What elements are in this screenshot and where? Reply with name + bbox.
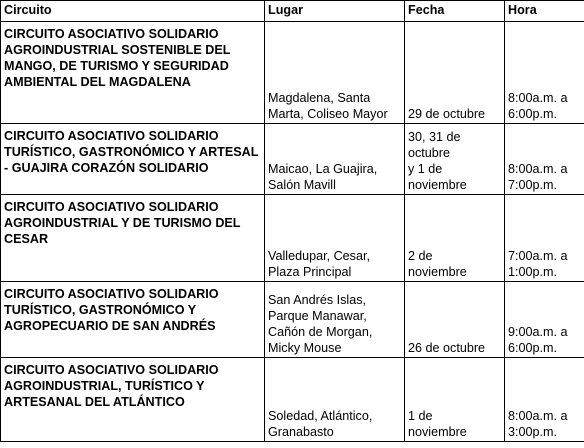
circuit-name: CIRCUITO ASOCIATIVO SOLIDARIO TURÍSTICO, GASTRONÓMICO Y ARTESAL - GUAJIRA CORAZÓN SOLIDARIO [4,129,259,175]
circuit-name-cell [1,195,265,282]
date: 30, 31 de octubre y 1 de noviembre [408,130,467,192]
location-cell [265,358,405,442]
table-row [1,358,584,442]
circuit-name: CIRCUITO ASOCIATIVO SOLIDARIO AGROINDUSTRIAL SOSTENIBLE DEL MANGO, DE TURISMO Y SEGURIDAD AMBIENTAL DEL MAGDALENA [4,27,231,89]
date: 2 de noviembre [408,249,467,279]
location-cell [265,22,405,124]
time: 9:00a.m. a 6:00p.m. [508,325,568,355]
date: 1 de noviembre [408,409,467,439]
date-cell [405,195,505,282]
circuit-name-cell [1,358,265,442]
location: Magdalena, Santa Marta, Coliseo Mayor [268,91,388,121]
time: 8:00a.m. a 6:00p.m. [508,91,568,121]
time-cell [505,22,584,124]
time: 8:00a.m. a 3:00p.m. [508,409,568,439]
circuit-name-cell [1,22,265,124]
time-cell [505,124,584,195]
header-circuito: Circuito [1,1,265,22]
circuit-name: CIRCUITO ASOCIATIVO SOLIDARIO AGROINDUSTRIAL, TURÍSTICO Y ARTESANAL DEL ATLÁNTICO [4,363,219,409]
table-row [1,124,584,195]
location: Maicao, La Guajira, Salón Mavill [268,162,378,192]
location: San Andrés Islas, Parque Manawar, Cañón de Morgan, Micky Mouse [268,293,373,355]
circuit-name: CIRCUITO ASOCIATIVO SOLIDARIO TURÍSTICO, GASTRONÓMICO Y AGROPECUARIO DE SAN ANDRÉS [4,287,219,333]
header-lugar: Lugar [265,1,405,22]
table-row [1,282,584,358]
time-cell [505,195,584,282]
location-cell [265,195,405,282]
location-cell [265,124,405,195]
time: 8:00a.m. a 7:00p.m. [508,162,568,192]
date-cell [405,22,505,124]
date-cell [405,124,505,195]
circuit-name-cell [1,124,265,195]
table-row [1,195,584,282]
time-cell [505,282,584,358]
header-fecha: Fecha [405,1,505,22]
date-cell [405,282,505,358]
time-cell [505,358,584,442]
table-row [1,22,584,124]
location-cell [265,282,405,358]
date: 29 de octubre [408,107,486,121]
location: Soledad, Atlántico, Granabasto [268,409,373,439]
location: Valledupar, Cesar, Plaza Principal [268,249,370,279]
date-cell [405,358,505,442]
date: 26 de octubre [408,341,486,355]
table-header-row [1,1,584,22]
time: 7:00a.m. a 1:00p.m. [508,249,568,279]
header-hora: Hora [505,1,584,22]
circuit-name-cell [1,282,265,358]
circuit-name: CIRCUITO ASOCIATIVO SOLIDARIO AGROINDUSTRIAL Y DE TURISMO DEL CESAR [4,200,241,246]
